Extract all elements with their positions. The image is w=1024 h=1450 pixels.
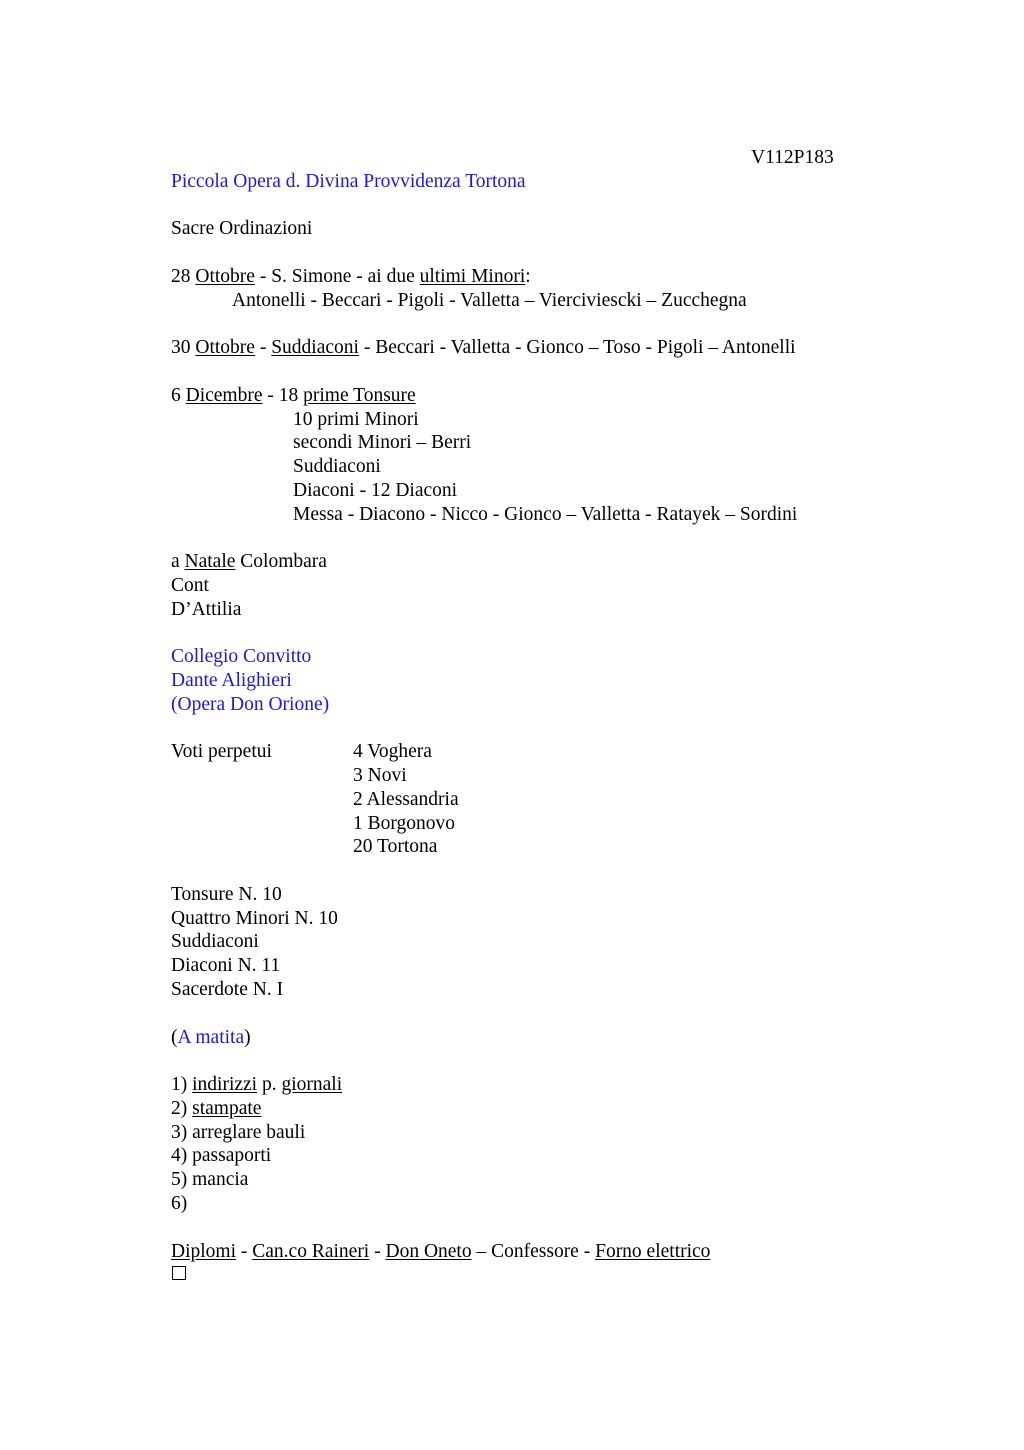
paren-open: ( — [171, 1027, 178, 1048]
text: - S. Simone - ai due — [254, 266, 420, 287]
day: 28 — [171, 266, 196, 287]
entry-28-ottobre — [171, 265, 531, 289]
document-header: Piccola Opera d. Divina Provvidenza Tortona — [171, 171, 526, 192]
suffix: Colombara — [235, 551, 327, 572]
prefix: a — [171, 551, 185, 572]
item-text: p. — [257, 1074, 282, 1095]
list-item: 4) passaporti — [171, 1145, 272, 1166]
college-line: Dante Alighieri — [171, 670, 292, 691]
voti-item: 20 Tortona — [353, 836, 438, 857]
dicembre-line: 10 primi Minori — [293, 409, 419, 430]
entry-28-names: Antonelli - Beccari - Pigoli - Valletta – Vierciviescki – Zucchegna — [232, 290, 747, 311]
dicembre-line: Messa - Diacono - Nicco - Gionco – Valletta - Ratayek – Sordini — [293, 504, 798, 525]
footer-item: Forno elettrico — [595, 1241, 711, 1262]
count-line: Sacerdote N. I — [171, 979, 284, 1000]
day: 6 — [171, 385, 186, 406]
natale-word: Natale — [184, 551, 236, 572]
month: Dicembre — [185, 385, 263, 406]
item-word: stampate — [192, 1098, 262, 1119]
item-number: 2) — [171, 1098, 193, 1119]
checkbox-square-icon — [172, 1266, 186, 1280]
list-item: 5) mancia — [171, 1169, 249, 1190]
college-line: (Opera Don Orione) — [171, 694, 330, 715]
college-line: Collegio Convitto — [171, 646, 312, 667]
document-code: V112P183 — [751, 147, 834, 168]
order-type: prime Tonsure — [303, 385, 416, 406]
separator: – Confessore - — [471, 1241, 596, 1262]
text: - 18 — [262, 385, 304, 406]
count-line: Quattro Minori N. 10 — [171, 908, 338, 929]
list-item — [171, 1097, 261, 1121]
dicembre-line: Diaconi - 12 Diaconi — [293, 480, 458, 501]
item-word: indirizzi — [192, 1074, 258, 1095]
cont-line: Cont — [171, 575, 209, 596]
natale-line — [171, 550, 327, 574]
matita-note — [171, 1026, 251, 1050]
count-line: Diaconi N. 11 — [171, 955, 281, 976]
names: - Beccari - Valletta - Gionco – Toso - Pigoli – Antonelli — [358, 337, 796, 358]
footer-item: Don Oneto — [385, 1241, 472, 1262]
footer-item: Diplomi — [171, 1241, 237, 1262]
voti-item: 1 Borgonovo — [353, 813, 456, 834]
matita-text: A matita — [177, 1027, 245, 1048]
voti-label: Voti perpetui — [171, 741, 272, 762]
section-title: Sacre Ordinazioni — [171, 218, 313, 239]
dicembre-line: Suddiaconi — [293, 456, 381, 477]
count-line: Tonsure N. 10 — [171, 884, 282, 905]
month: Ottobre — [195, 266, 255, 287]
separator: - — [369, 1241, 386, 1262]
colon: : — [525, 266, 531, 287]
count-line: Suddiaconi — [171, 931, 259, 952]
order-type: Suddiaconi — [271, 337, 359, 358]
entry-30-ottobre — [171, 336, 796, 360]
day: 30 — [171, 337, 196, 358]
voti-item: 3 Novi — [353, 765, 407, 786]
list-item: 6) — [171, 1193, 188, 1214]
item-number: 1) — [171, 1074, 193, 1095]
footer-line — [171, 1240, 710, 1264]
month: Ottobre — [195, 337, 255, 358]
item-word: giornali — [281, 1074, 343, 1095]
list-item: 3) arreglare bauli — [171, 1122, 306, 1143]
voti-item: 2 Alessandria — [353, 789, 459, 810]
voti-item: 4 Voghera — [353, 741, 432, 762]
dicembre-line: secondi Minori – Berri — [293, 432, 472, 453]
paren-close: ) — [244, 1027, 251, 1048]
separator: - — [236, 1241, 253, 1262]
separator: - — [254, 337, 272, 358]
entry-6-dicembre — [171, 384, 416, 408]
footer-item: Can.co Raineri — [252, 1241, 370, 1262]
order-type: ultimi Minori — [419, 266, 526, 287]
list-item — [171, 1073, 342, 1097]
attilia-line: D’Attilia — [171, 599, 242, 620]
